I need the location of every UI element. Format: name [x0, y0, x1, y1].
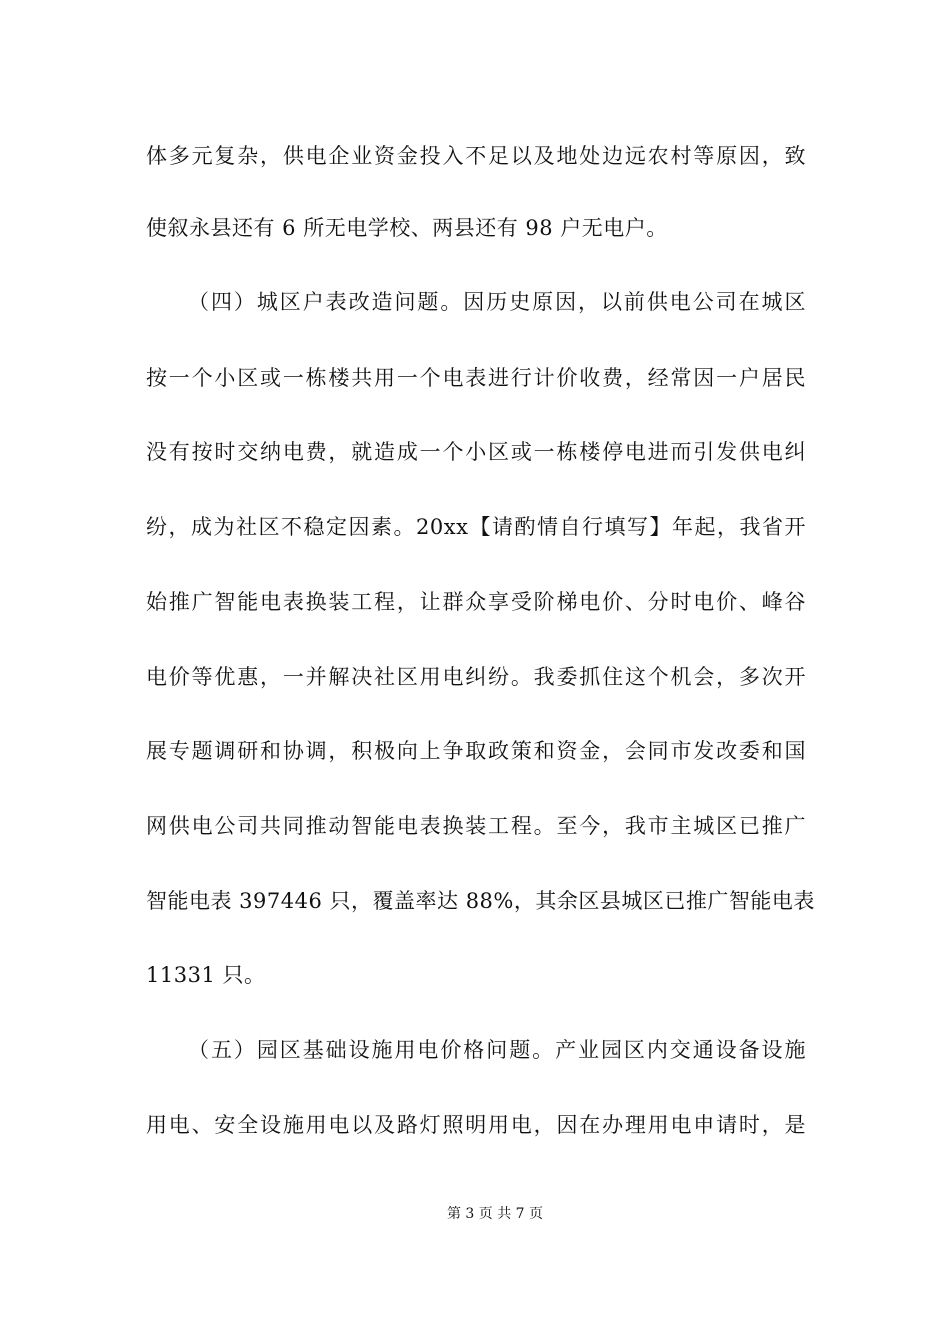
text-line-8: 电价等优惠，一并解决社区用电纠纷。我委抓住这个机会，多次开 — [146, 665, 806, 689]
text-line-9: 展专题调研和协调，积极向上争取政策和资金，会同市发改委和国 — [146, 739, 806, 763]
paragraph-5-heading-line: （五）园区基础设施用电价格问题。产业园区内交通设备设施 — [188, 1038, 806, 1062]
text-line-5: 没有按时交纳电费，就造成一个小区或一栋楼停电进而引发供电纠 — [146, 440, 806, 464]
text-line-1: 体多元复杂，供电企业资金投入不足以及地处边远农村等原因，致 — [146, 144, 806, 168]
page-number-footer: 第 3 页 共 7 页 — [446, 1206, 544, 1222]
text-line-4: 按一个小区或一栋楼共用一个电表进行计价收费，经常因一户居民 — [146, 366, 806, 390]
text-line-12: 11331 只。 — [146, 963, 266, 987]
paragraph-4-heading-line: （四）城区户表改造问题。因历史原因，以前供电公司在城区 — [188, 290, 806, 314]
text-line-11: 智能电表 397446 只，覆盖率达 88%，其余区县城区已推广智能电表 — [146, 889, 815, 913]
text-line-6: 纷，成为社区不稳定因素。20xx【请酌情自行填写】年起，我省开 — [146, 515, 806, 539]
text-line-10: 网供电公司共同推动智能电表换装工程。至今，我市主城区已推广 — [146, 814, 806, 838]
text-line-14: 用电、安全设施用电以及路灯照明用电，因在办理用电申请时，是 — [146, 1113, 806, 1137]
text-line-2: 使叙永县还有 6 所无电学校、两县还有 98 户无电户。 — [146, 216, 668, 240]
text-line-7: 始推广智能电表换装工程，让群众享受阶梯电价、分时电价、峰谷 — [146, 590, 806, 614]
